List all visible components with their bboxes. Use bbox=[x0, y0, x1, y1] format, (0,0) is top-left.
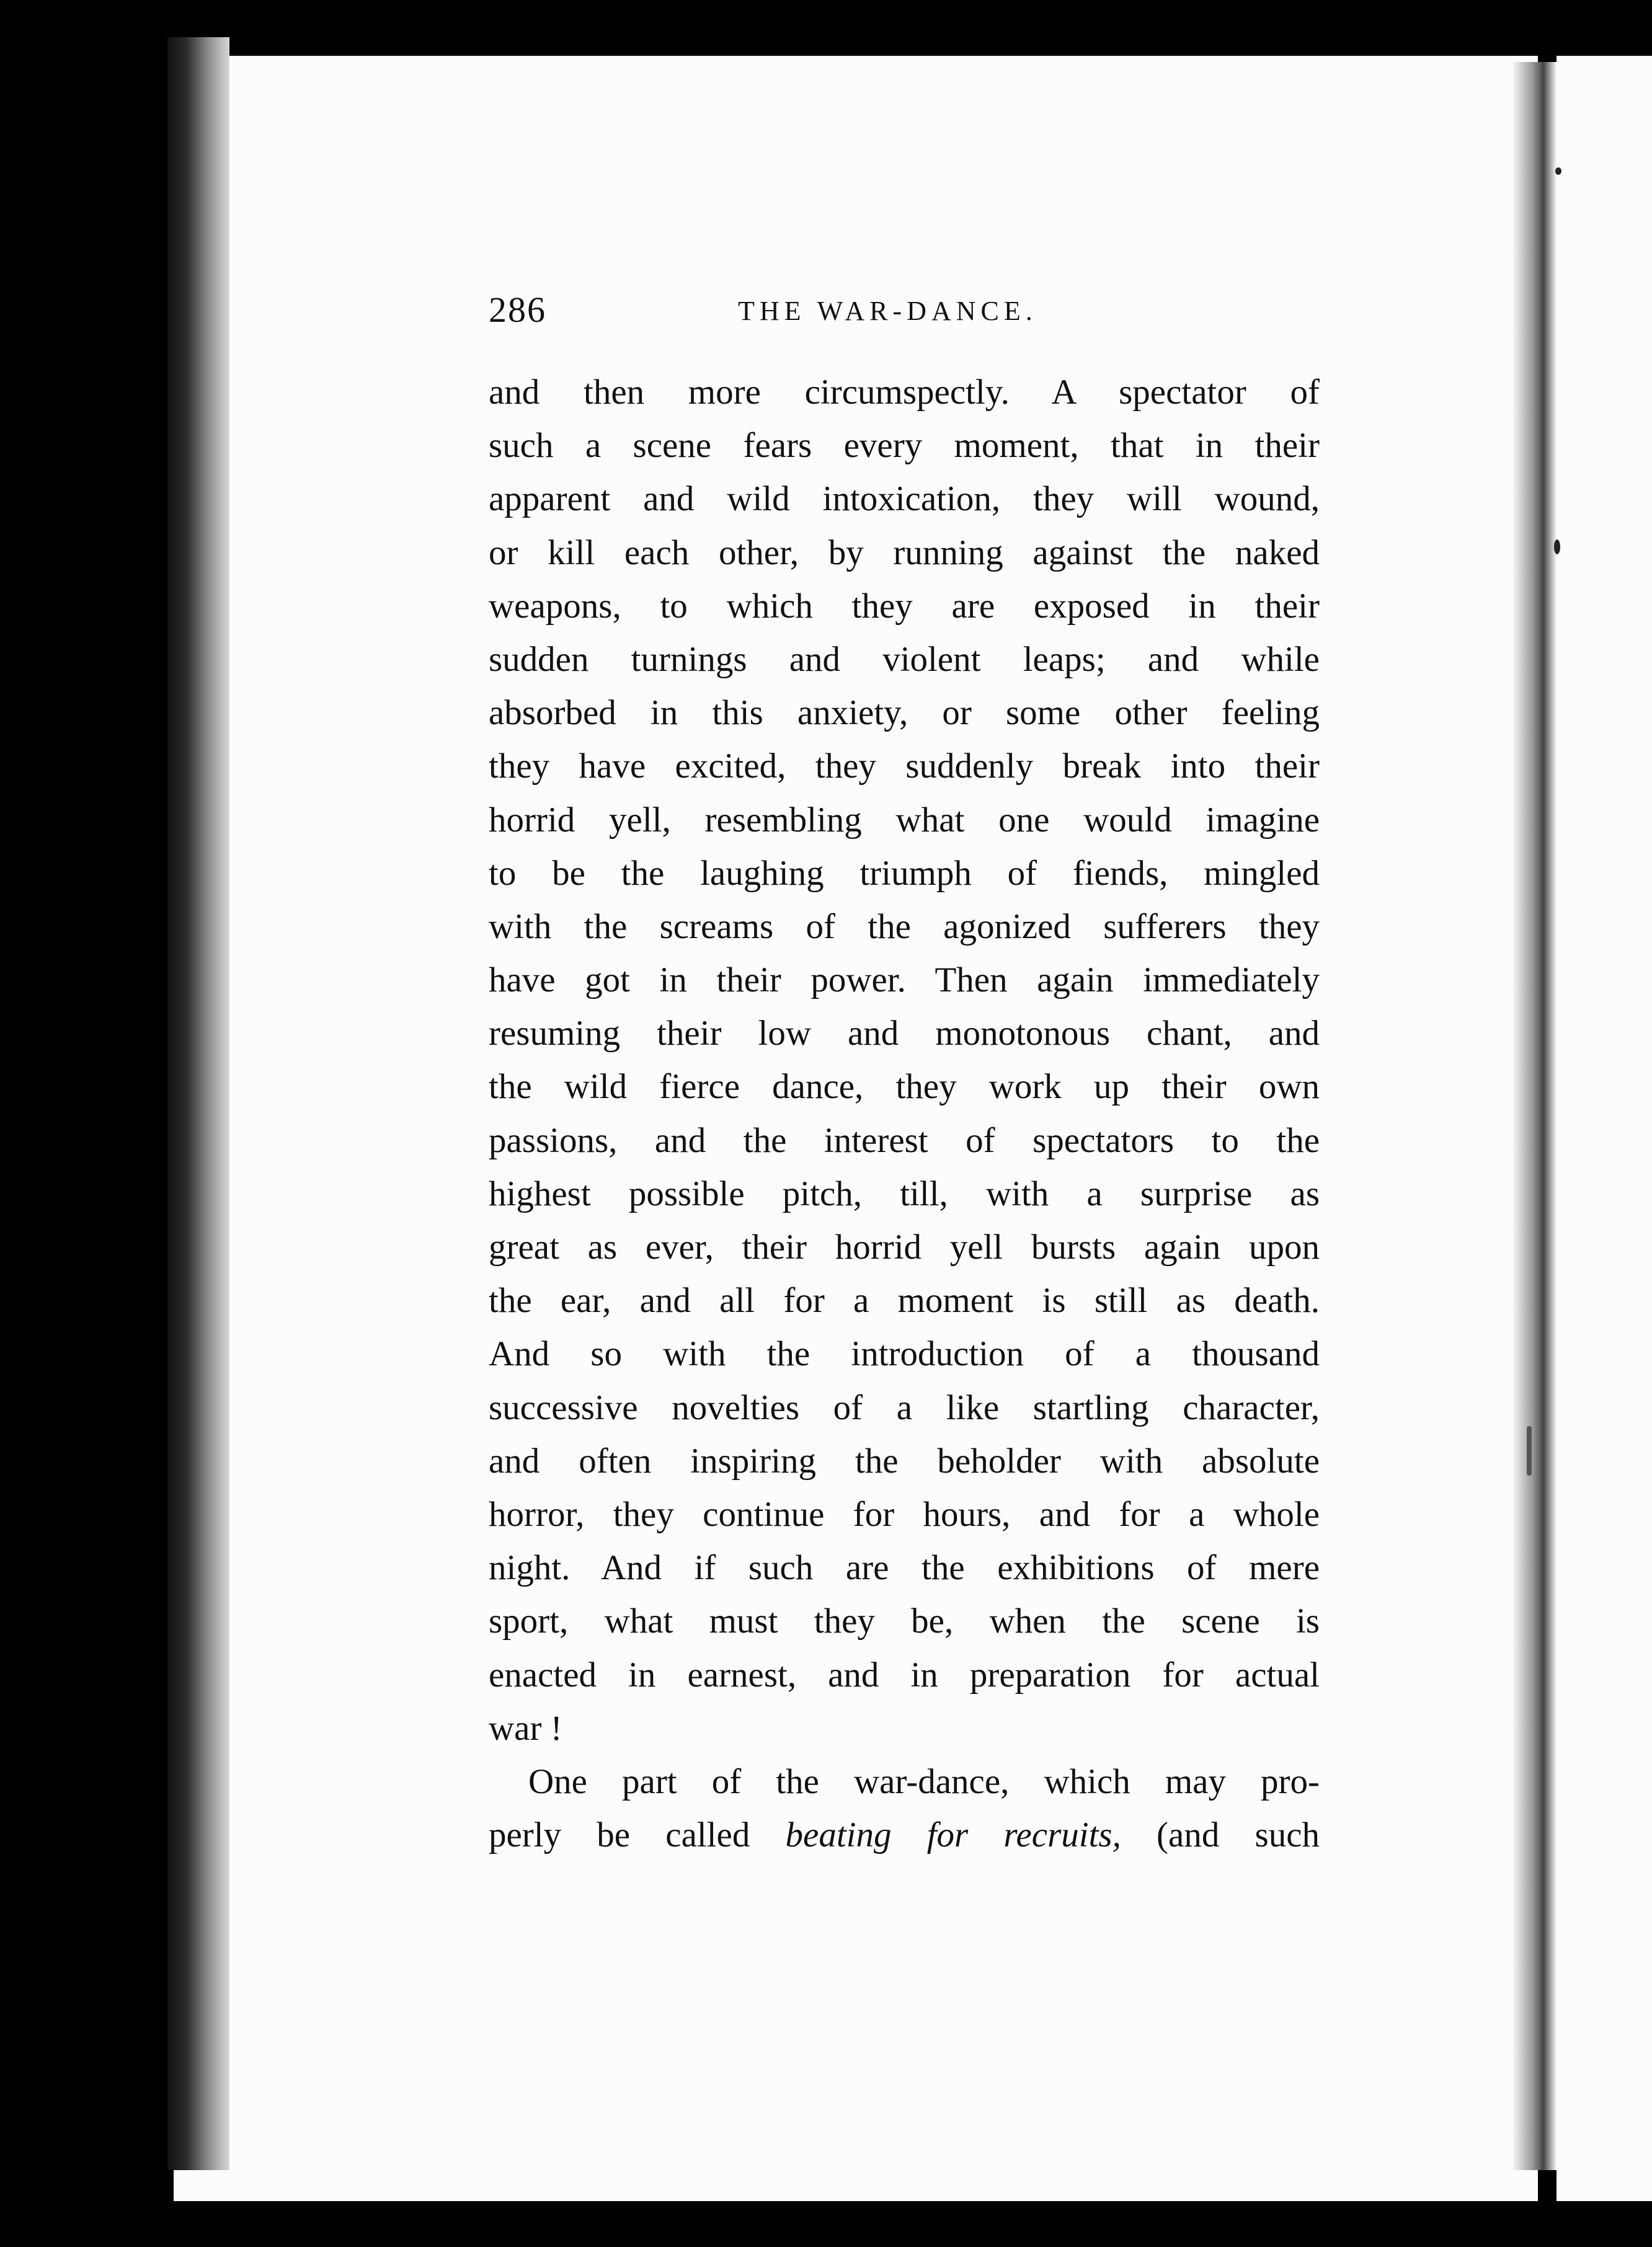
scan-speck bbox=[1527, 1426, 1532, 1476]
text-line: war ! bbox=[489, 1708, 562, 1748]
text-line: and often inspiring the beholder with absolute bbox=[489, 1441, 1320, 1481]
text-line: or kill each other, by running against the naked bbox=[489, 533, 1320, 572]
text-line: have got in their power. Then again immediately bbox=[489, 960, 1320, 1000]
text-line: highest possible pitch, till, with a surprise as bbox=[489, 1174, 1320, 1213]
page-edge-shadow bbox=[1513, 62, 1557, 2170]
running-head bbox=[489, 289, 1320, 339]
text-line: And so with the introduction of a thousand bbox=[489, 1334, 1320, 1374]
text-line: and then more circumspectly. A spectator of bbox=[489, 373, 1320, 412]
text-line: sudden turnings and violent leaps; and while bbox=[489, 639, 1320, 679]
text-line: weapons, to which they are exposed in their bbox=[489, 586, 1320, 626]
text-line: they have excited, they suddenly break into their bbox=[489, 747, 1320, 786]
text-line: horror, they continue for hours, and for a whole bbox=[489, 1494, 1320, 1534]
text-run: perly be called bbox=[489, 1815, 786, 1855]
scan-speck bbox=[1554, 539, 1560, 554]
text-line: night. And if such are the exhibitions of mere bbox=[489, 1548, 1320, 1588]
body-text bbox=[489, 366, 1320, 1862]
text-line: horrid yell, resembling what one would imagine bbox=[489, 800, 1320, 840]
text-line bbox=[489, 1809, 1320, 1862]
text-run: (and such bbox=[1121, 1815, 1320, 1855]
text-line: the wild fierce dance, they work up their own bbox=[489, 1067, 1320, 1107]
scan-speck bbox=[1555, 167, 1561, 175]
text-line: the ear, and all for a moment is still as death. bbox=[489, 1281, 1320, 1321]
text-line: great as ever, their horrid yell bursts again upon bbox=[489, 1228, 1320, 1267]
text-line: sport, what must they be, when the scene is bbox=[489, 1602, 1320, 1641]
text-line: to be the laughing triumph of fiends, mingled bbox=[489, 853, 1320, 893]
page-number: 286 bbox=[489, 290, 546, 330]
text-line: enacted in earnest, and in preparation for actual bbox=[489, 1655, 1320, 1695]
text-line: passions, and the interest of spectators to the bbox=[489, 1120, 1320, 1160]
facing-page-margin bbox=[1557, 56, 1652, 2201]
running-title: THE WAR-DANCE. bbox=[738, 296, 1037, 326]
text-line: successive novelties of a like startling character, bbox=[489, 1388, 1320, 1427]
text-line: with the screams of the agonized sufferers they bbox=[489, 906, 1320, 946]
text-line: resuming their low and monotonous chant, and bbox=[489, 1014, 1320, 1053]
text-line: such a scene fears every moment, that in their bbox=[489, 426, 1320, 466]
text-line: absorbed in this anxiety, or some other feeling bbox=[489, 693, 1320, 733]
text-line: apparent and wild intoxication, they will wound, bbox=[489, 479, 1320, 519]
text-line: One part of the war-dance, which may pro- bbox=[528, 1762, 1320, 1801]
book-spine-shadow bbox=[167, 37, 229, 2170]
italic-phrase: beating for recruits, bbox=[785, 1815, 1121, 1855]
